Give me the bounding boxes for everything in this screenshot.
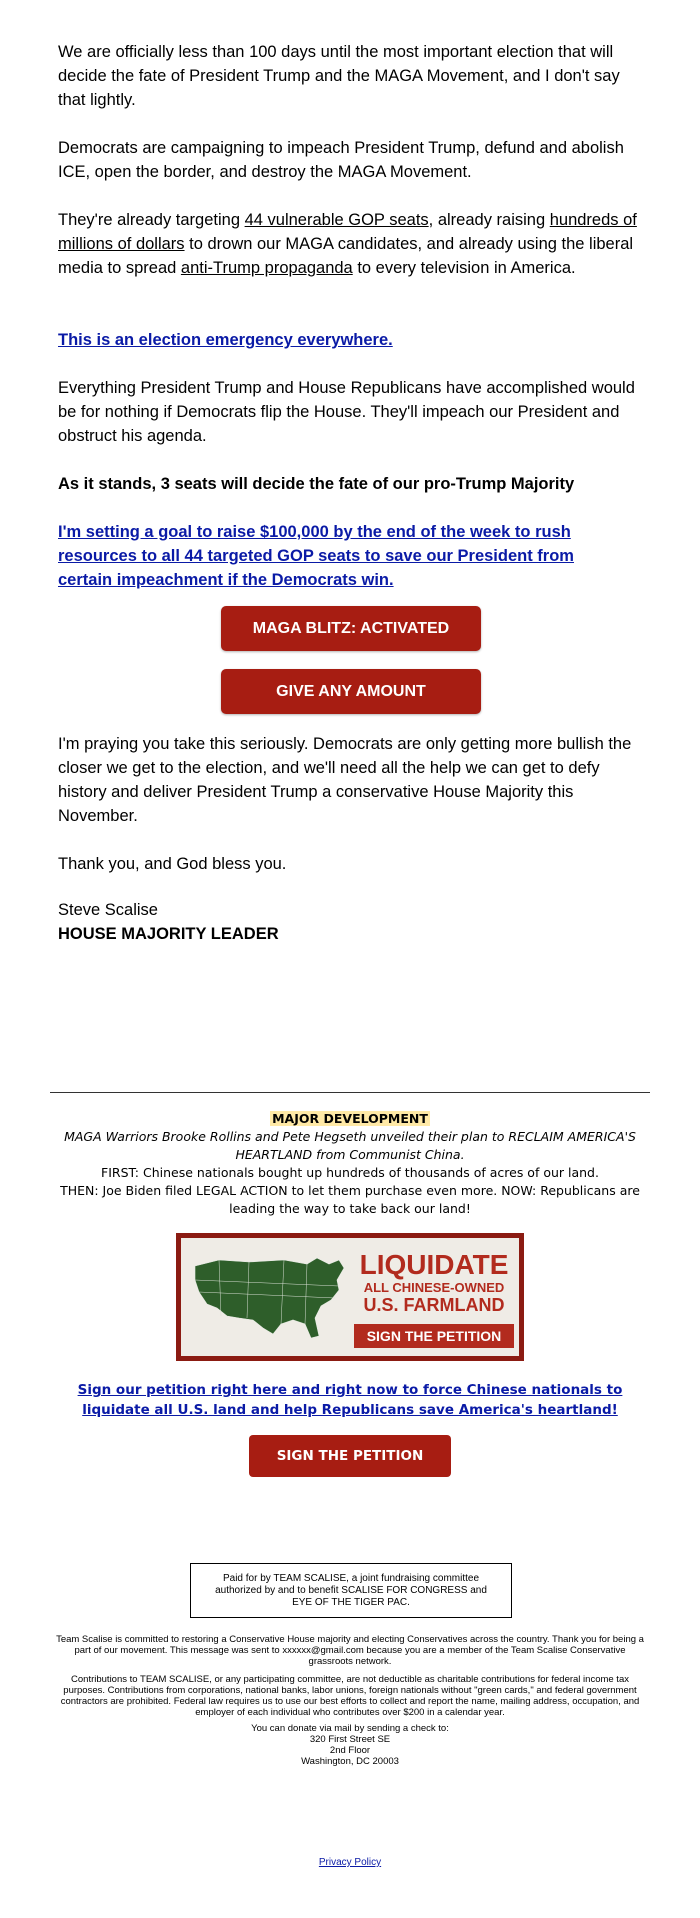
- sign-petition-button[interactable]: SIGN THE PETITION: [249, 1435, 451, 1477]
- paragraph-democrats: Democrats are campaigning to impeach President Trump, defund and abolish ICE, open the border, and destroy the MAGA Movement.: [58, 139, 624, 181]
- banner-panel: [181, 1238, 519, 1356]
- major-development-badge-row: [60, 1110, 640, 1128]
- development-then: THEN: Joe Biden filed LEGAL ACTION to let them purchase even more. NOW: Republicans are leading the way to take back our land!: [60, 1183, 640, 1216]
- paragraph-three-seats: As it stands, 3 seats will decide the fate of our pro-Trump Majority: [58, 475, 575, 493]
- propaganda-link[interactable]: anti-Trump propaganda: [180, 259, 353, 277]
- address-line1: 320 First Street SE: [309, 1734, 391, 1745]
- hundreds-millions-link[interactable]: hundreds of millions of dollars: [58, 211, 637, 253]
- emergency-link[interactable]: This is an election emergency everywhere.: [58, 331, 393, 349]
- signature-name: Steve Scalise: [58, 901, 158, 919]
- privacy-policy-link[interactable]: Privacy Policy: [318, 1857, 382, 1868]
- give-any-amount-button[interactable]: GIVE ANY AMOUNT: [221, 669, 481, 714]
- footer-contributions: Contributions to TEAM SCALISE, or any participating committee, are not deductible as charitable contributions for federal income tax purposes. Contributions from corporations, national banks, labor unions, foreign nationals without "green cards," and federal government contractors are prohibited. Federal law requires us to use our best efforts to collect and report the name, mailing address, occupation, and employer of each individual who contributes over $200 in a calendar year.: [60, 1674, 640, 1718]
- banner-sign-button[interactable]: SIGN THE PETITION: [354, 1324, 514, 1348]
- banner-title-line2: ALL CHINESE-OWNED: [363, 1280, 505, 1295]
- text-segment: , already raising: [428, 211, 550, 229]
- vulnerable-seats-link[interactable]: 44 vulnerable GOP seats: [244, 211, 429, 229]
- paragraph-targeting: [58, 208, 648, 280]
- banner-title-line3: U.S. FARMLAND: [363, 1295, 505, 1315]
- paragraph-thanks: Thank you, and God bless you.: [58, 855, 287, 873]
- signature-title: HOUSE MAJORITY LEADER: [58, 925, 279, 943]
- liquidate-farmland-banner[interactable]: [176, 1233, 524, 1361]
- divider: [50, 1092, 650, 1093]
- paragraph-praying: I'm praying you take this seriously. Democrats are only getting more bullish the closer we get to the election, and we'll need all the help we can get to defy history and deliver President Trump a conservative House Majority this November.: [58, 735, 632, 825]
- paid-for-box: [190, 1563, 512, 1618]
- text-segment: to drown our MAGA candidates, and already using the liberal media to spread: [58, 235, 634, 277]
- major-development-badge: MAJOR DEVELOPMENT: [272, 1111, 428, 1126]
- paragraph-accomplished: Everything President Trump and House Republicans have accomplished would be for nothing if Democrats flip the House. They'll impeach our President and obstruct his agenda.: [58, 379, 635, 445]
- banner-title-line1: LIQUIDATE: [359, 1249, 509, 1280]
- footer-commitment: Team Scalise is committed to restoring a Conservative House majority and electing Conservatives across the country. Thank you for being a part of our movement. This message was sent to xxxxxx@gmail.com because you are a member of the Team Scalise Conservative grassroots network.: [56, 1634, 644, 1667]
- petition-link[interactable]: Sign our petition right here and right now to force Chinese nationals to liquidate all U.S. land and help Republicans save America's heartland!: [77, 1382, 623, 1418]
- development-first: FIRST: Chinese nationals bought up hundreds of thousands of acres of our land.: [101, 1165, 599, 1180]
- address-line2: 2nd Floor: [329, 1745, 371, 1756]
- maga-blitz-button[interactable]: MAGA BLITZ: ACTIVATED: [221, 606, 481, 651]
- paragraph-intro: We are officially less than 100 days until the most important election that will decide the fate of President Trump and the MAGA Movement, and I don't say that lightly.: [58, 43, 620, 109]
- donate-intro: You can donate via mail by sending a check to:: [251, 1723, 449, 1734]
- banner-title: [349, 1250, 519, 1315]
- footer-address: [55, 1723, 645, 1767]
- address-line3: Washington, DC 20003: [301, 1756, 399, 1767]
- development-italic: MAGA Warriors Brooke Rollins and Pete Hegseth unveiled their plan to RECLAIM AMERICA'S HEARTLAND from Communist China.: [64, 1129, 636, 1162]
- goal-link[interactable]: I'm setting a goal to raise $100,000 by the end of the week to rush resources to all 44 targeted GOP seats to save our President from certain impeachment if the Democrats win.: [58, 523, 574, 589]
- us-map-icon: [189, 1246, 349, 1346]
- paid-for-text: Paid for by TEAM SCALISE, a joint fundraising committee authorized by and to benefit SCALISE FOR CONGRESS and EYE OF THE TIGER PAC.: [215, 1572, 487, 1608]
- text-segment: They're already targeting: [58, 211, 245, 229]
- text-segment: to every television in America.: [352, 259, 576, 277]
- major-development-section: [60, 1110, 640, 1218]
